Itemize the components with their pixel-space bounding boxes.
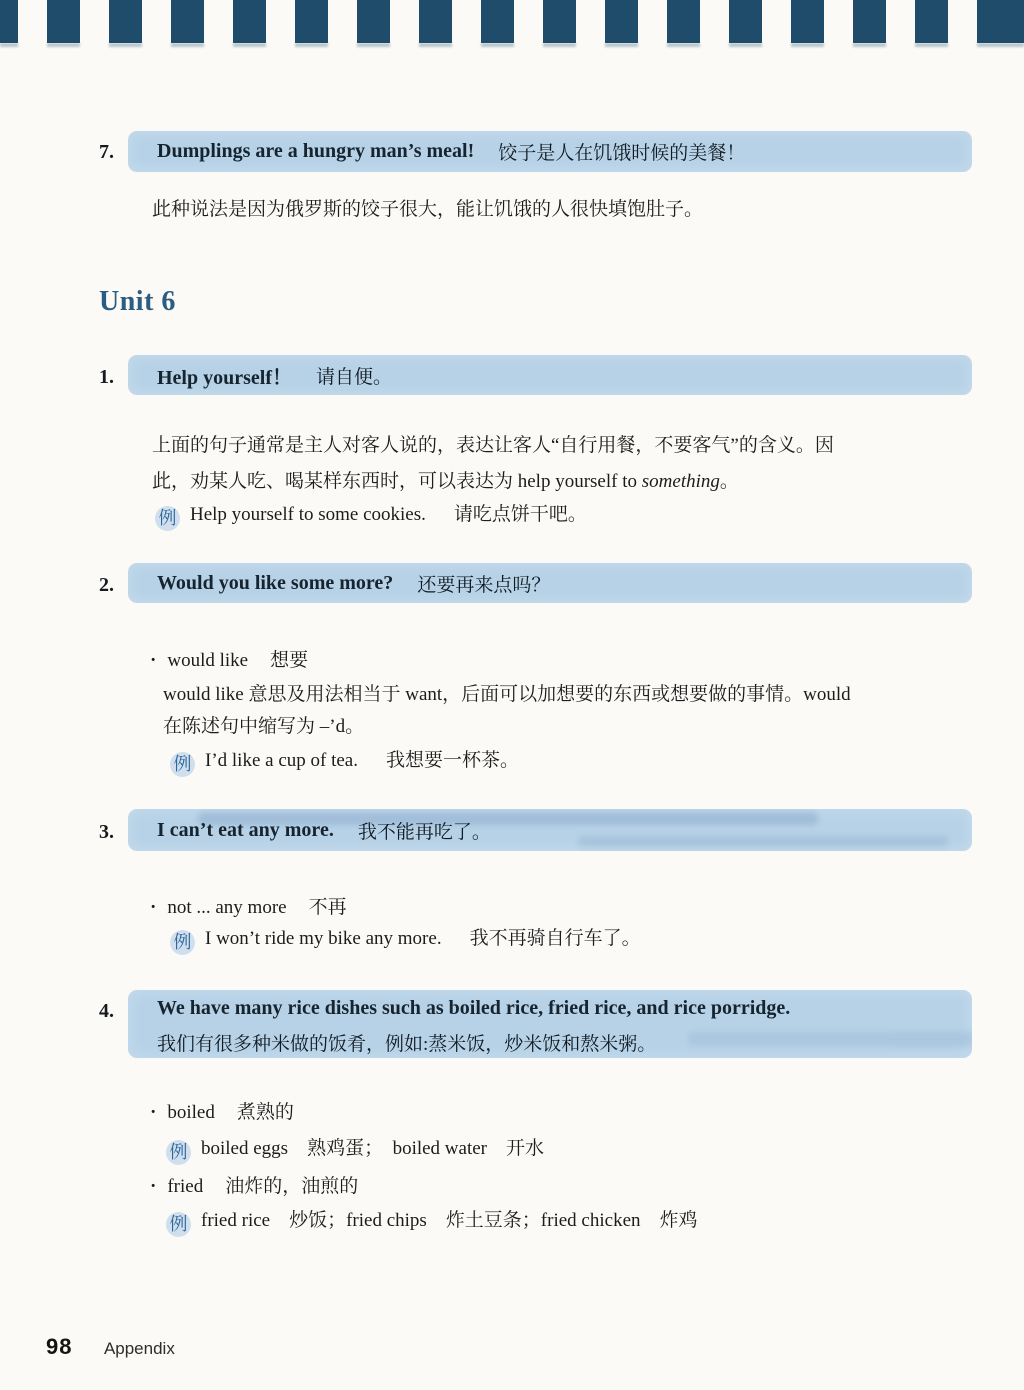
- entry-1-para-line2-text: 此，劝某人吃、喝某样东西时，可以表达为 help yourself to: [152, 471, 642, 492]
- page-number: 98: [46, 1334, 73, 1359]
- entry-2-bullet: [150, 648, 308, 673]
- entry-4-title-en: We have many rice dishes such as boiled rice, fried rice, and rice porridge.: [157, 997, 791, 1019]
- example-marker-icon: 例: [166, 1140, 191, 1165]
- page-footer: [46, 1334, 175, 1360]
- entry-4-number: 4.: [99, 1000, 114, 1022]
- unit-heading: Unit 6: [99, 286, 176, 317]
- entry-1-title-zh: 请自便。: [316, 366, 393, 388]
- entry-4-title-row: [157, 997, 972, 1020]
- entry-2-bullet-term: would like: [167, 650, 249, 671]
- entry-1-para-line1: 上面的句子通常是主人对客人说的，表达让客人“自行用餐，不要客气”的含义。因: [152, 435, 834, 456]
- bullet-dot: ·: [150, 1102, 157, 1123]
- top-binding-stripes: [0, 0, 1024, 43]
- entry-2-highlight-bar: [128, 563, 972, 603]
- entry-1-example-line: [155, 502, 587, 531]
- entry-4-bullet1-gloss: 煮熟的: [236, 1102, 294, 1123]
- entry-1-para-line2-end: 。: [719, 471, 739, 492]
- entry-2-para-line1: would like 意思及用法相当于 want，后面可以加想要的东西或想要做的事情。would: [163, 684, 851, 705]
- entry-3-bullet-gloss: 不再: [308, 897, 347, 918]
- entry-2-bullet-gloss: 想要: [270, 650, 309, 671]
- bullet-dot: ·: [150, 897, 157, 918]
- entry-7-title-zh: 饺子是人在饥饿时候的美餐！: [498, 143, 746, 164]
- entry-4-title-zh: 我们有很多种米做的饭肴，例如:蒸米饭，炒米饭和熬米粥。: [157, 1034, 657, 1055]
- entry-4-bullet1-term: boiled: [167, 1102, 215, 1123]
- entry-2-example-line: [170, 748, 519, 777]
- entry-3-example-zh: 我不再骑自行车了。: [469, 928, 641, 949]
- entry-1-number: 1.: [99, 366, 114, 388]
- entry-7-note: 此种说法是因为俄罗斯的饺子很大，能让饥饿的人很快填饱肚子。: [152, 199, 704, 220]
- example-marker-icon: 例: [170, 930, 195, 955]
- entry-3-highlight-bar: [128, 809, 972, 851]
- entry-7-number: 7.: [99, 141, 114, 163]
- entry-3-example-line: [170, 926, 641, 955]
- entry-4-example2-text: fried rice 炒饭；fried chips 炸土豆条；fried chicken 炸鸡: [201, 1210, 698, 1231]
- example-marker-icon: 例: [166, 1212, 191, 1237]
- entry-4-example-line2: [166, 1208, 698, 1237]
- entry-7-highlight-bar: [128, 131, 972, 172]
- entry-2-example-en: I’d like a cup of tea.: [205, 750, 358, 771]
- entry-1-highlight-bar: [128, 355, 972, 395]
- bullet-dot: ·: [150, 1176, 157, 1197]
- entry-3-title-en: I can’t eat any more.: [157, 818, 334, 841]
- entry-3-bullet-term: not ... any more: [167, 897, 287, 918]
- entry-4-bullet-fried: [150, 1174, 358, 1199]
- entry-3-example-en: I won’t ride my bike any more.: [205, 928, 442, 949]
- entry-3-title-zh: 我不能再吃了。: [357, 821, 491, 843]
- entry-1-title-en: Help yourself！: [157, 366, 292, 389]
- entry-7-title-en: Dumplings are a hungry man’s meal!: [157, 140, 475, 162]
- entry-1-example-en: Help yourself to some cookies.: [190, 504, 426, 525]
- footer-section-label: Appendix: [103, 1339, 175, 1358]
- entry-2-title-en: Would you like some more?: [157, 571, 394, 594]
- entry-4-example1-text: boiled eggs 熟鸡蛋； boiled water 开水: [201, 1138, 545, 1159]
- entry-4-example-line1: [166, 1136, 544, 1165]
- bullet-dot: ·: [150, 650, 157, 671]
- entry-1-para-line2-italic: something: [641, 471, 720, 492]
- example-marker-icon: 例: [155, 506, 180, 531]
- entry-4-bullet2-term: fried: [167, 1176, 204, 1197]
- bleed-through-artifact: [578, 836, 948, 847]
- top-binding-stripes-shadow: [0, 43, 1024, 47]
- entry-1-example-zh: 请吃点饼干吧。: [453, 504, 587, 525]
- entry-2-number: 2.: [99, 574, 114, 596]
- entry-2-example-zh: 我想要一杯茶。: [385, 750, 519, 771]
- entry-1-para-line2: [152, 469, 739, 494]
- entry-2-title-zh: 还要再来点吗？: [417, 574, 551, 596]
- entry-4-highlight-bar: [128, 990, 972, 1058]
- entry-2-para-line2: 在陈述句中缩写为 –’d。: [163, 716, 365, 737]
- entry-3-number: 3.: [99, 821, 114, 843]
- entry-4-bullet2-gloss: 油炸的，油煎的: [225, 1176, 359, 1197]
- entry-3-bullet: [150, 895, 347, 920]
- entry-4-bullet-boiled: [150, 1100, 294, 1125]
- example-marker-icon: 例: [170, 752, 195, 777]
